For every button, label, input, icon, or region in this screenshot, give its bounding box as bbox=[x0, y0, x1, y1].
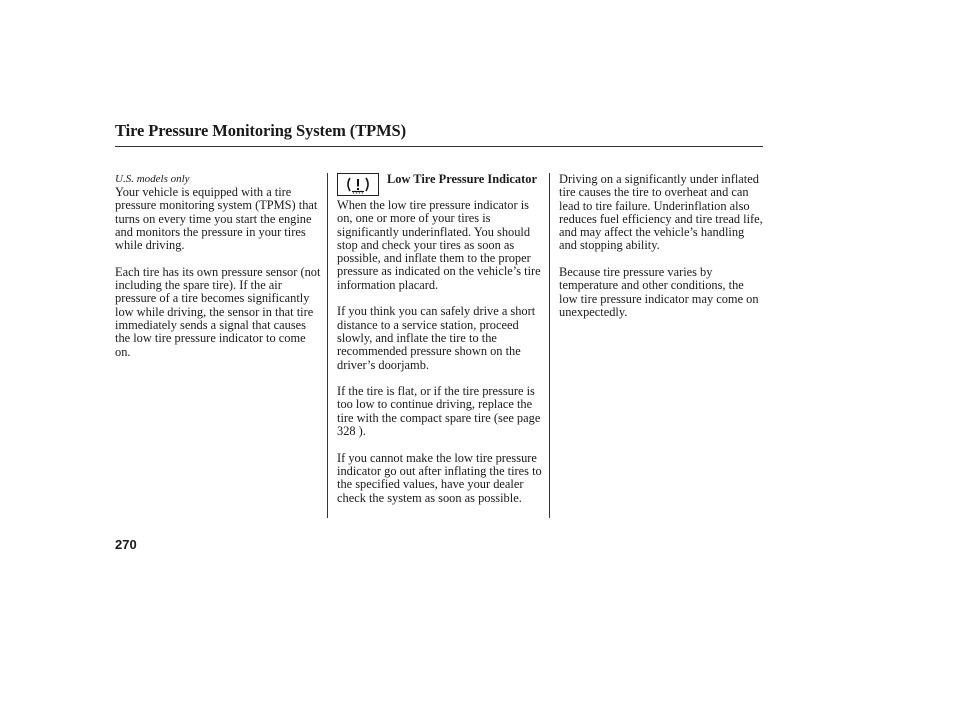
page-title: Tire Pressure Monitoring System (TPMS) bbox=[115, 121, 407, 140]
page-number: 270 bbox=[115, 537, 137, 552]
indicator-heading-block bbox=[337, 173, 543, 199]
paragraph: If you think you can safely drive a short distance to a service station, proceed slowly, and inflate the tire to the recommended pressure shown on the driver’s doorjamb. bbox=[337, 304, 536, 372]
paragraph: Driving on a significantly under inflated tire causes the tire to overheat and can lead to tire failure. Underinflation also reduces fuel efficiency and tire tread life, and may affect the vehicle’s handling and stopping ability. bbox=[559, 172, 763, 253]
tpms-warning-icon bbox=[337, 173, 379, 196]
column-divider bbox=[549, 173, 550, 518]
paragraph: If the tire is flat, or if the tire pressure is too low to continue driving, replace the tire with the compact spare tire (see page 328 ). bbox=[337, 384, 541, 439]
paragraph: When the low tire pressure indicator is on, one or more of your tires is significantly underinflated. You should stop and check your tires as soon as possible, and inflate them to the proper pressure as indicated on the vehicle’s tire information placard. bbox=[337, 198, 541, 292]
paragraph: Because tire pressure varies by temperature and other conditions, the low tire pressure indicator may come on unexpectedly. bbox=[559, 265, 759, 319]
model-note: U.S. models only bbox=[115, 173, 190, 185]
column-1 bbox=[115, 173, 322, 372]
indicator-heading: Low Tire Pressure Indicator bbox=[387, 172, 537, 186]
column-divider bbox=[327, 173, 328, 518]
column-3 bbox=[559, 173, 765, 333]
paragraph: Each tire has its own pressure sensor (not including the spare tire). If the air pressure of a tire becomes significantly low while driving, the sensor in that tire immediately sends a signal that causes the low tire pressure indicator to come on. bbox=[115, 264, 321, 359]
column-2 bbox=[337, 173, 543, 518]
paragraph: Your vehicle is equipped with a tire pressure monitoring system (TPMS) that turns on every time you start the engine and monitors the pressure in your tires while driving. bbox=[115, 185, 318, 253]
paragraph: If you cannot make the low tire pressure indicator go out after inflating the tires to the specified values, have your dealer check the system as soon as possible. bbox=[337, 450, 542, 505]
title-divider bbox=[115, 146, 763, 147]
